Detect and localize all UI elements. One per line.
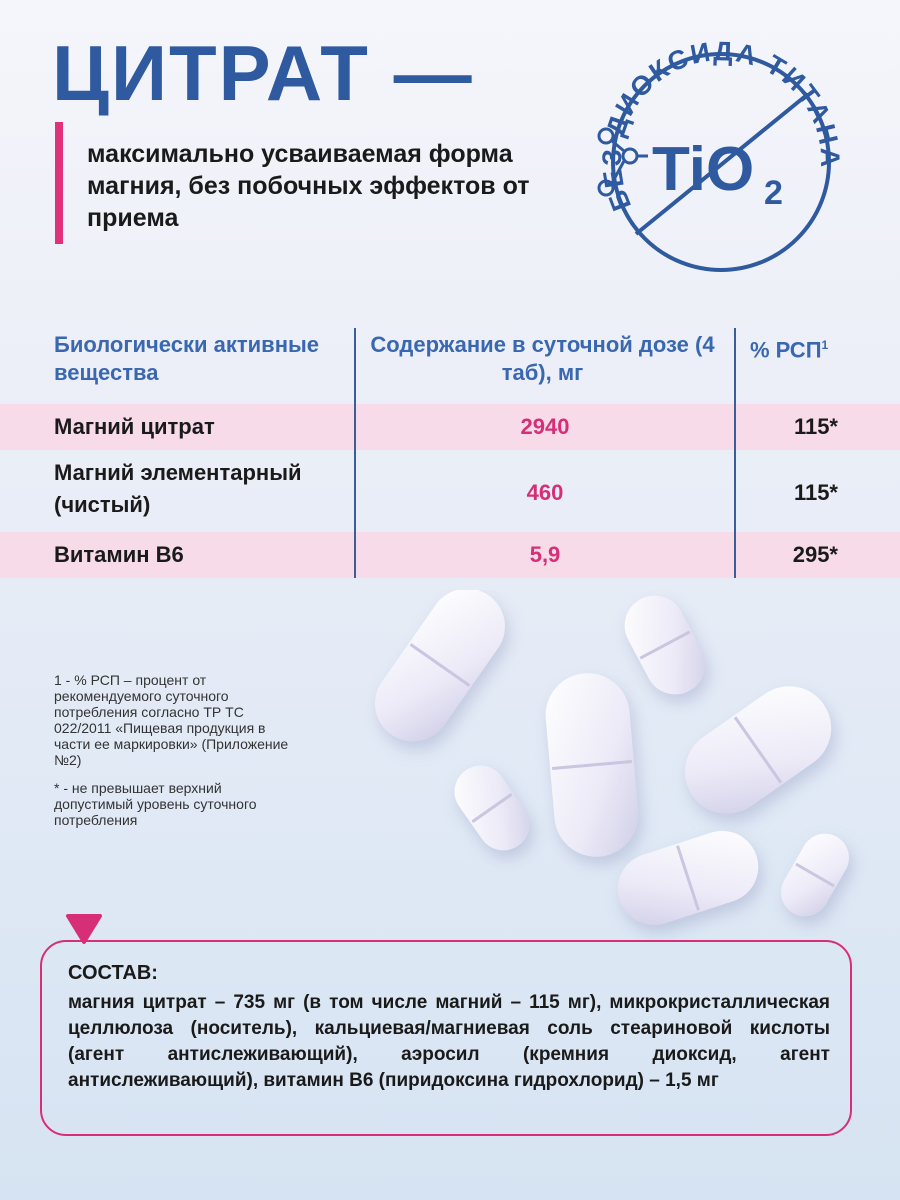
tablets-illustration: [360, 590, 900, 940]
table-divider: [734, 328, 736, 578]
tablet-icon: [608, 822, 767, 935]
footnote-asterisk: * - не превышает верхний допустимый уровень суточного потребления: [54, 780, 257, 828]
footnotes: [54, 672, 304, 840]
tablet-icon: [444, 755, 539, 860]
tablet-icon: [668, 670, 847, 831]
triangle-marker-icon: [64, 912, 104, 948]
row-value: 2940: [520, 414, 570, 439]
tio2-subscript: 2: [764, 174, 783, 212]
badge-ring-text: БЕЗ ДИОКСИДА ТИТАНА: [596, 36, 846, 215]
header-rsp-sup: 1: [821, 338, 829, 352]
composition-text: магния цитрат – 735 мг (в том числе магний – 115 мг), микрокристаллическая целлюлоза (носитель), кальциевая/магниевая соль стеариновой кислоты (агент антислеживающий), аэросил (кремния диоксид, агент антислеживающий), витамин В6 (пиридоксина гидрохлорид) – 1,5 мг: [68, 992, 830, 1091]
tablet-icon: [360, 590, 520, 756]
header-substance: Биологически активные вещества: [54, 332, 320, 385]
row-value: 5,9: [529, 542, 561, 567]
footnote-rsp: 1 - % РСП – процент от рекомендуемого суточного потребления согласно ТР ТС 022/2011 «Пищевая продукция в части ее маркировки» (Приложение №2): [54, 672, 289, 768]
row-pct: 115*: [793, 414, 838, 439]
tablet-icon: [772, 825, 858, 925]
tablet-icon: [614, 590, 716, 705]
tablet-icon: [542, 670, 642, 861]
row-name: Витамин В6: [54, 542, 184, 567]
table-row: [0, 404, 900, 450]
composition-title: СОСТАВ:: [68, 962, 158, 984]
row-name: Магний элементарный (чистый): [54, 460, 302, 517]
subtitle: максимально усваиваемая форма магния, без побочных эффектов от приема: [87, 140, 530, 232]
row-pct: 115*: [793, 480, 838, 505]
header-content: Содержание в суточной дозе (4 таб), мг: [370, 332, 715, 385]
page-title: ЦИТРАТ —: [52, 29, 474, 117]
header-rsp-label: % РСП: [750, 337, 822, 363]
no-titanium-dioxide-badge: [588, 28, 848, 288]
table-divider: [354, 328, 356, 578]
composition-box: [40, 940, 852, 1136]
table-row: [0, 455, 900, 529]
row-value: 460: [526, 480, 564, 505]
accent-bar: [55, 122, 63, 244]
row-pct: 295*: [792, 542, 838, 567]
row-name: Магний цитрат: [54, 414, 215, 439]
tio2-formula: TiO: [652, 135, 755, 204]
header-rsp: [750, 331, 850, 364]
table-row: [0, 532, 900, 578]
